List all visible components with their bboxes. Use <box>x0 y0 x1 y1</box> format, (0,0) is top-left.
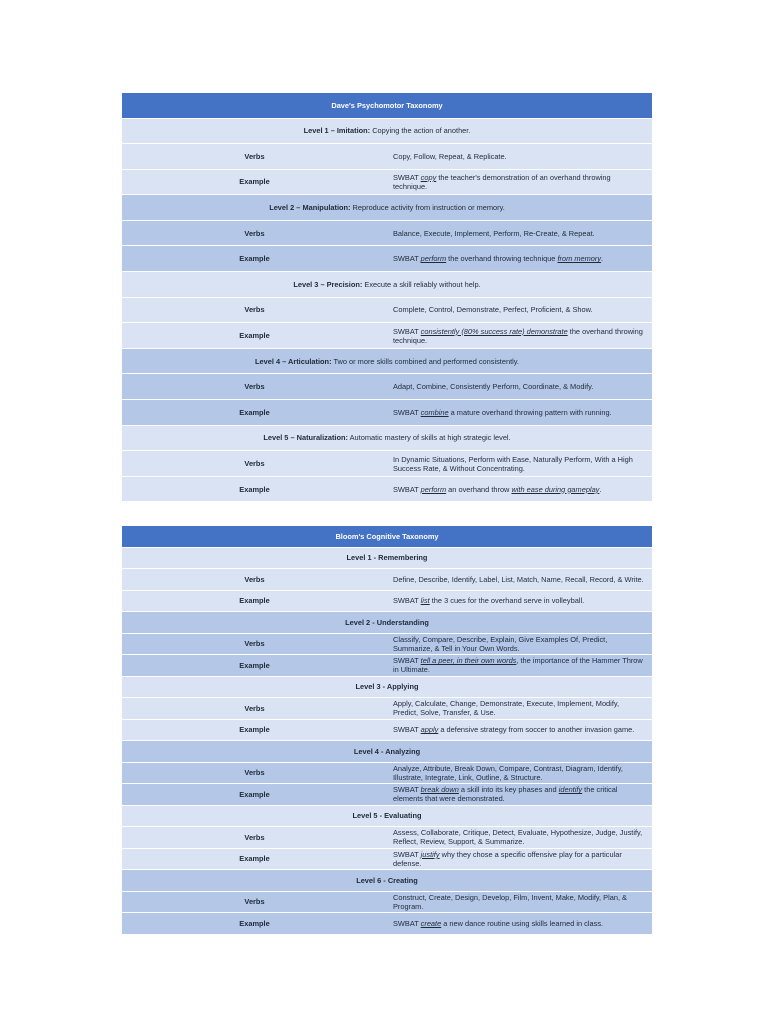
example-prefix: SWBAT <box>393 785 421 795</box>
level-heading <box>122 195 652 221</box>
example-label: Example <box>122 848 387 870</box>
example-key-verb: combine <box>420 407 449 417</box>
example-text <box>387 169 652 195</box>
example-body: the teacher's demonstration of an overhand throwing technique. <box>393 172 611 191</box>
level-row <box>122 547 652 569</box>
example-emphasis: identify <box>558 785 583 795</box>
verbs-row <box>122 451 652 477</box>
level-description: Reproduce activity from instruction or memory. <box>350 203 505 213</box>
blooms-cognitive-taxonomy-table <box>122 526 652 935</box>
example-body: a new dance routine using skills learned in class. <box>441 918 604 928</box>
level-row <box>122 348 652 374</box>
level-heading <box>122 348 652 374</box>
example-row <box>122 590 652 612</box>
example-text <box>387 476 652 502</box>
example-label: Example <box>122 590 387 612</box>
verbs-text: Define, Describe, Identify, Label, List, Match, Name, Recall, Record, & Write. <box>387 569 652 591</box>
level-row <box>122 612 652 634</box>
example-body: a skill into its key phases and <box>458 785 559 795</box>
level-row <box>122 272 652 298</box>
level-name: Level 4 – Articulation: <box>255 356 332 366</box>
table-title-row <box>122 93 652 118</box>
level-description: Two or more skills combined and performed consistently. <box>331 356 519 366</box>
example-prefix: SWBAT <box>393 918 421 928</box>
example-text <box>387 719 652 741</box>
example-body: , the importance of the Hammer Throw in Ultimate. <box>393 656 643 675</box>
example-emphasis: with ease during gameplay <box>511 484 600 494</box>
table-title: Bloom's Cognitive Taxonomy <box>122 526 652 547</box>
level-name: Level 4 - Analyzing <box>353 746 421 756</box>
level-heading <box>122 741 652 763</box>
level-description: Execute a skill reliably without help. <box>362 279 481 289</box>
level-description: Copying the action of another. <box>370 126 471 136</box>
level-name: Level 2 - Understanding <box>345 617 429 627</box>
example-prefix: SWBAT <box>393 849 421 859</box>
table-title: Dave's Psychomotor Taxonomy <box>122 93 652 118</box>
example-label: Example <box>122 400 387 426</box>
level-row <box>122 741 652 763</box>
verbs-label: Verbs <box>122 762 387 784</box>
level-description: Automatic mastery of skills at high strategic level. <box>347 433 511 443</box>
example-text <box>387 848 652 870</box>
level-name: Level 6 - Creating <box>356 875 418 885</box>
example-suffix: . <box>601 254 604 264</box>
verbs-text: In Dynamic Situations, Perform with Ease, Naturally Perform, With a High Success Rate, & Without Concentrating. <box>387 451 652 477</box>
example-prefix: SWBAT <box>393 725 421 735</box>
verbs-row <box>122 569 652 591</box>
example-key-verb: create <box>420 918 442 928</box>
verbs-label: Verbs <box>122 220 387 246</box>
level-name: Level 5 - Evaluating <box>352 811 422 821</box>
level-heading <box>122 612 652 634</box>
verbs-row <box>122 698 652 720</box>
example-row <box>122 476 652 502</box>
verbs-label: Verbs <box>122 891 387 913</box>
example-key-verb: perform <box>420 484 447 494</box>
verbs-row <box>122 891 652 913</box>
verbs-label: Verbs <box>122 374 387 400</box>
example-prefix: SWBAT <box>393 172 421 182</box>
example-suffix: . <box>599 484 602 494</box>
example-key-verb: consistently (80% success rate) demonstrate <box>420 326 568 336</box>
level-name: Level 2 – Manipulation: <box>269 203 351 213</box>
level-heading <box>122 870 652 892</box>
example-row <box>122 913 652 935</box>
example-prefix: SWBAT <box>393 596 421 606</box>
example-body: the overhand throwing technique. <box>393 326 643 345</box>
verbs-label: Verbs <box>122 297 387 323</box>
level-row <box>122 805 652 827</box>
example-key-verb: break down <box>420 785 459 795</box>
verbs-text: Analyze, Attribute, Break Down, Compare, Contrast, Diagram, Identify, Illustrate, Integrate, Link, Outline, & Structure. <box>387 762 652 784</box>
level-heading <box>122 547 652 569</box>
level-row <box>122 118 652 144</box>
example-label: Example <box>122 246 387 272</box>
example-suffix: the critical elements that were demonstrated. <box>393 785 618 804</box>
example-text <box>387 246 652 272</box>
level-row <box>122 676 652 698</box>
verbs-label: Verbs <box>122 633 387 655</box>
example-label: Example <box>122 323 387 349</box>
daves-psychomotor-taxonomy-table <box>122 93 652 502</box>
level-heading <box>122 676 652 698</box>
verbs-label: Verbs <box>122 569 387 591</box>
level-name: Level 1 - Remembering <box>346 553 428 563</box>
example-body: the 3 cues for the overhand serve in volleyball. <box>429 596 585 606</box>
example-key-verb: list <box>420 596 430 606</box>
example-prefix: SWBAT <box>393 326 421 336</box>
example-row <box>122 169 652 195</box>
example-key-verb: apply <box>420 725 439 735</box>
example-label: Example <box>122 784 387 806</box>
example-body: an overhand throw <box>446 484 512 494</box>
verbs-row <box>122 762 652 784</box>
verbs-text: Complete, Control, Demonstrate, Perfect, Proficient, & Show. <box>387 297 652 323</box>
example-body: why they chose a specific offensive play for a particular defense. <box>393 849 622 868</box>
level-row <box>122 870 652 892</box>
verbs-text: Adapt, Combine, Consistently Perform, Coordinate, & Modify. <box>387 374 652 400</box>
example-key-verb: copy <box>420 172 437 182</box>
level-heading <box>122 805 652 827</box>
verbs-text: Classify, Compare, Describe, Explain, Give Examples Of, Predict, Summarize, & Tell in Your Own Words. <box>387 633 652 655</box>
example-row <box>122 784 652 806</box>
example-row <box>122 719 652 741</box>
verbs-row <box>122 633 652 655</box>
example-body: the overhand throwing technique <box>446 254 558 264</box>
example-row <box>122 246 652 272</box>
example-text <box>387 323 652 349</box>
example-row <box>122 400 652 426</box>
verbs-row <box>122 297 652 323</box>
example-row <box>122 848 652 870</box>
level-row <box>122 195 652 221</box>
table-title-row <box>122 526 652 547</box>
verbs-text: Assess, Collaborate, Critique, Detect, Evaluate, Hypothesize, Judge, Justify, Reflect, Review, Support, & Summarize. <box>387 827 652 849</box>
verbs-row <box>122 144 652 170</box>
verbs-text: Construct, Create, Design, Develop, Film, Invent, Make, Modify, Plan, & Program. <box>387 891 652 913</box>
example-text <box>387 400 652 426</box>
level-name: Level 5 – Naturalization: <box>263 433 348 443</box>
verbs-label: Verbs <box>122 698 387 720</box>
level-heading <box>122 425 652 451</box>
verbs-text: Balance, Execute, Implement, Perform, Re-Create, & Repeat. <box>387 220 652 246</box>
verbs-text: Apply, Calculate, Change, Demonstrate, Execute, Implement, Modify, Predict, Solve, Transfer, & Use. <box>387 698 652 720</box>
verbs-row <box>122 220 652 246</box>
example-key-verb: tell a peer, in their own words <box>420 656 517 666</box>
verbs-row <box>122 827 652 849</box>
level-row <box>122 425 652 451</box>
example-row <box>122 655 652 677</box>
example-text <box>387 913 652 935</box>
level-name: Level 3 - Applying <box>355 682 419 692</box>
example-text <box>387 655 652 677</box>
example-row <box>122 323 652 349</box>
example-label: Example <box>122 655 387 677</box>
example-label: Example <box>122 913 387 935</box>
verbs-row <box>122 374 652 400</box>
example-key-verb: justify <box>420 849 440 859</box>
level-name: Level 3 – Precision: <box>293 279 363 289</box>
example-key-verb: perform <box>420 254 447 264</box>
example-label: Example <box>122 169 387 195</box>
example-text <box>387 784 652 806</box>
verbs-label: Verbs <box>122 451 387 477</box>
example-body: a mature overhand throwing pattern with running. <box>448 407 612 417</box>
verbs-label: Verbs <box>122 827 387 849</box>
example-label: Example <box>122 719 387 741</box>
example-prefix: SWBAT <box>393 254 421 264</box>
example-prefix: SWBAT <box>393 407 421 417</box>
example-emphasis: from memory <box>557 254 602 264</box>
example-label: Example <box>122 476 387 502</box>
level-heading <box>122 118 652 144</box>
level-heading <box>122 272 652 298</box>
verbs-label: Verbs <box>122 144 387 170</box>
example-prefix: SWBAT <box>393 656 421 666</box>
example-body: a defensive strategy from soccer to another invasion game. <box>438 725 635 735</box>
example-text <box>387 590 652 612</box>
verbs-text: Copy, Follow, Repeat, & Replicate. <box>387 144 652 170</box>
level-name: Level 1 – Imitation: <box>303 126 371 136</box>
example-prefix: SWBAT <box>393 484 421 494</box>
